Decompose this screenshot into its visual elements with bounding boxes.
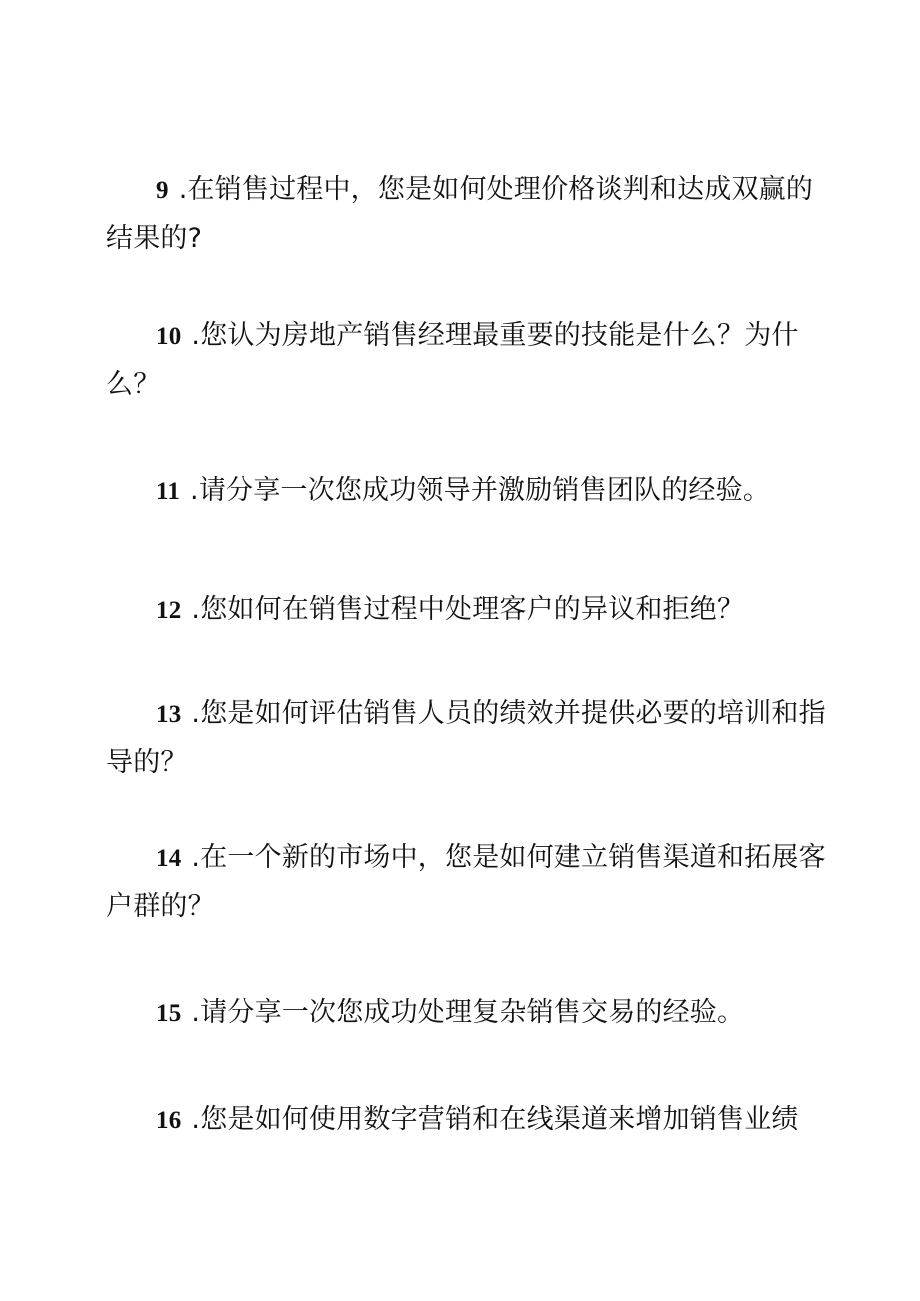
question-item [106, 312, 836, 409]
question-item [106, 834, 836, 931]
question-text: .您如何在销售过程中处理客户的异议和拒绝？ [191, 594, 745, 625]
question-text: .请分享一次您成功处理复杂销售交易的经验。 [191, 997, 745, 1028]
question-text: .您认为房地产销售经理最重要的技能是什么？为什么？ [106, 320, 799, 400]
question-number: 12 [156, 597, 182, 624]
question-number: 10 [156, 323, 182, 350]
question-number: 16 [156, 1107, 182, 1134]
question-text: .在销售过程中，您是如何处理价格谈判和达成双赢的结果的? [106, 174, 814, 254]
question-text: .您是如何评估销售人员的绩效并提供必要的培训和指导的？ [106, 698, 826, 778]
question-item [106, 1096, 836, 1145]
question-number: 9 [156, 177, 169, 204]
question-item [106, 166, 836, 263]
question-item [106, 586, 836, 635]
question-text: .您是如何使用数字营销和在线渠道来增加销售业绩 [191, 1104, 799, 1135]
question-text: .请分享一次您成功领导并激励销售团队的经验。 [190, 475, 771, 506]
question-item [106, 989, 836, 1038]
question-number: 15 [156, 1000, 182, 1027]
question-item [106, 690, 836, 787]
question-number: 11 [156, 478, 181, 505]
question-number: 14 [156, 845, 182, 872]
question-text: .在一个新的市场中，您是如何建立销售渠道和拓展客户群的？ [106, 842, 826, 922]
question-item [106, 467, 836, 516]
question-number: 13 [156, 701, 182, 728]
